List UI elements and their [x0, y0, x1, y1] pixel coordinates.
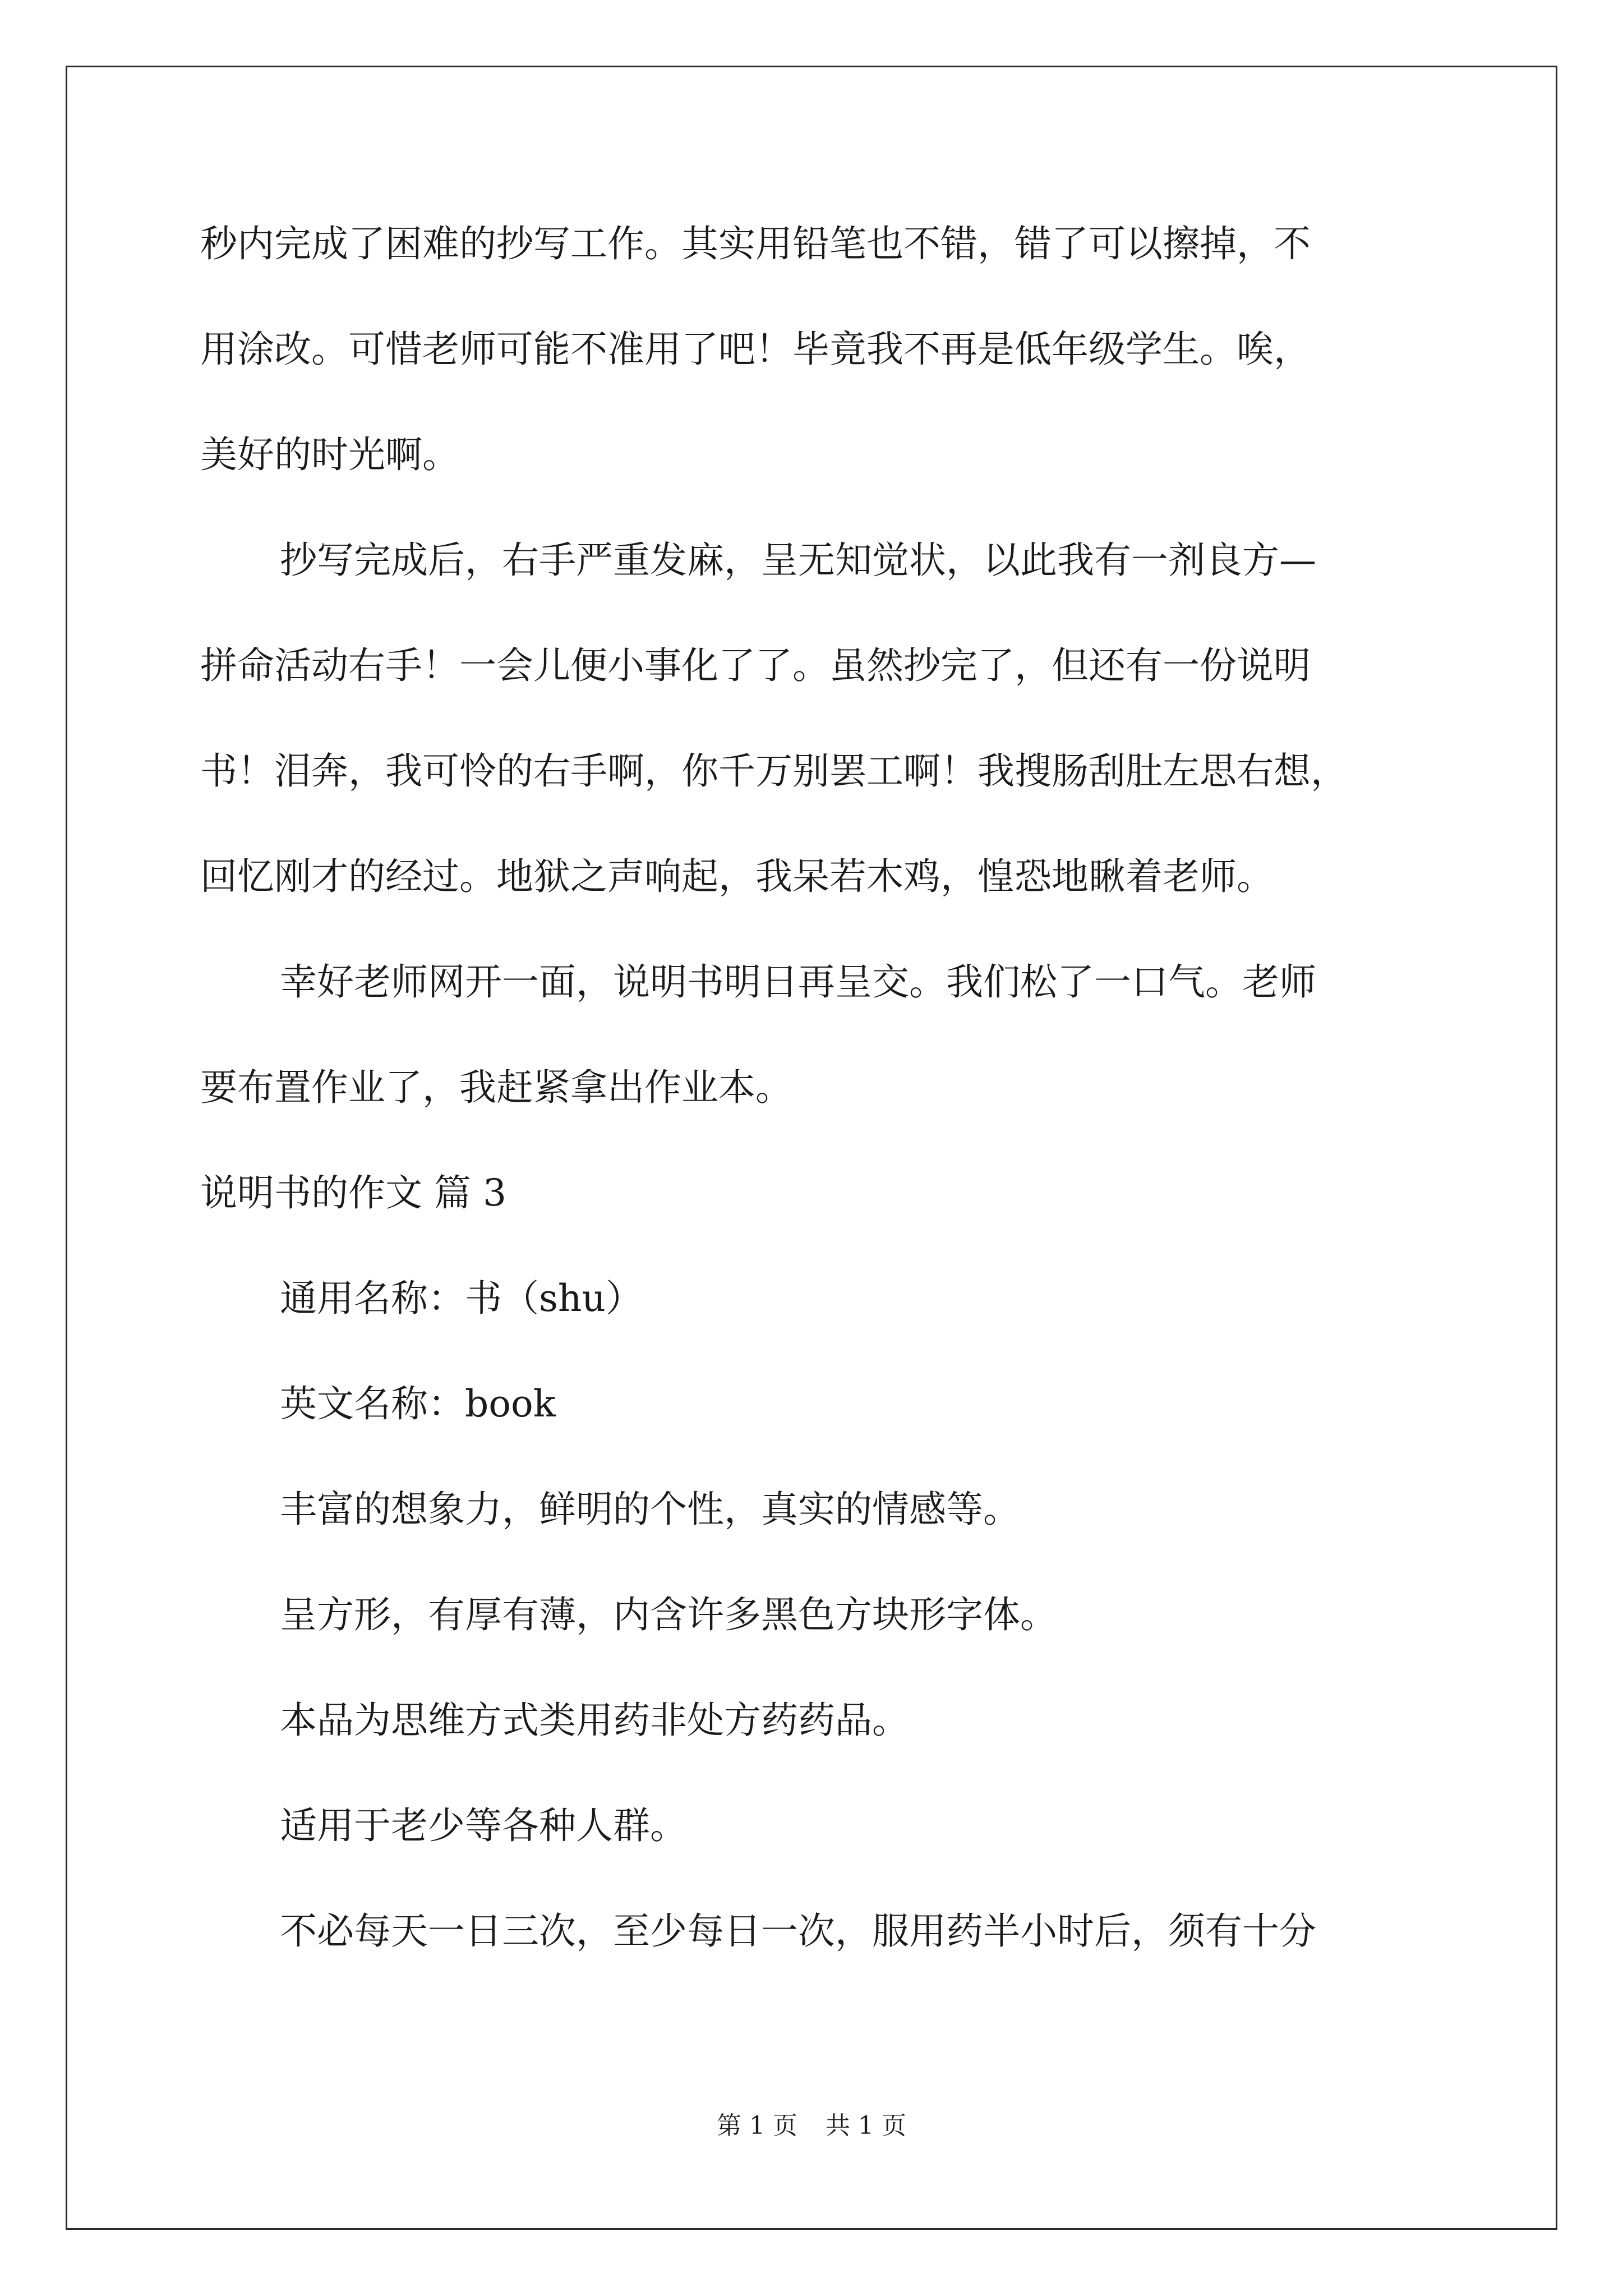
paragraph-start-line: 抄写完成后，右手严重发麻，呈无知觉状，以此我有一剂良方—: [280, 539, 1316, 582]
text-line: 本品为思维方式类用药非处方药药品。: [280, 1699, 909, 1742]
text-line: 回忆刚才的经过。地狱之声响起，我呆若木鸡，惶恐地瞅着老师。: [200, 855, 1274, 898]
text-line: 美好的时光啊。: [200, 433, 459, 476]
page-total: 共 1 页: [826, 2111, 906, 2140]
paragraph-start-line: 幸好老师网开一面，说明书明日再呈交。我们松了一口气。老师: [280, 960, 1316, 1004]
text-line: 通用名称：书（shu）: [280, 1277, 643, 1320]
text-line: 秒内完成了困难的抄写工作。其实用铅笔也不错，错了可以擦掉，不: [200, 222, 1311, 265]
text-line: 丰富的想象力，鲜明的个性，真实的情感等。: [280, 1488, 1020, 1531]
section-title: 说明书的作文 篇 3: [200, 1171, 506, 1214]
text-line: 拼命活动右手！一会儿便小事化了了。虽然抄完了，但还有一份说明: [200, 644, 1311, 687]
text-line: 呈方形，有厚有薄，内含许多黑色方块形字体。: [280, 1593, 1057, 1636]
text-line: 不必每天一日三次，至少每日一次，服用药半小时后，须有十分: [280, 1910, 1316, 1953]
text-line: 英文名称：book: [280, 1382, 556, 1425]
text-line: 书！泪奔，我可怜的右手啊，你千万别罢工啊！我搜肠刮肚左思右想，: [200, 749, 1348, 793]
text-line: 适用于老少等各种人群。: [280, 1804, 687, 1847]
page-number: 第 1 页: [717, 2111, 797, 2140]
page-footer: [0, 2109, 1623, 2143]
text-line: 要布置作业了，我赶紧拿出作业本。: [200, 1066, 792, 1109]
page-border: [66, 66, 1557, 2230]
text-line: 用涂改。可惜老师可能不准用了吧！毕竟我不再是低年级学生。唉，: [200, 328, 1311, 371]
